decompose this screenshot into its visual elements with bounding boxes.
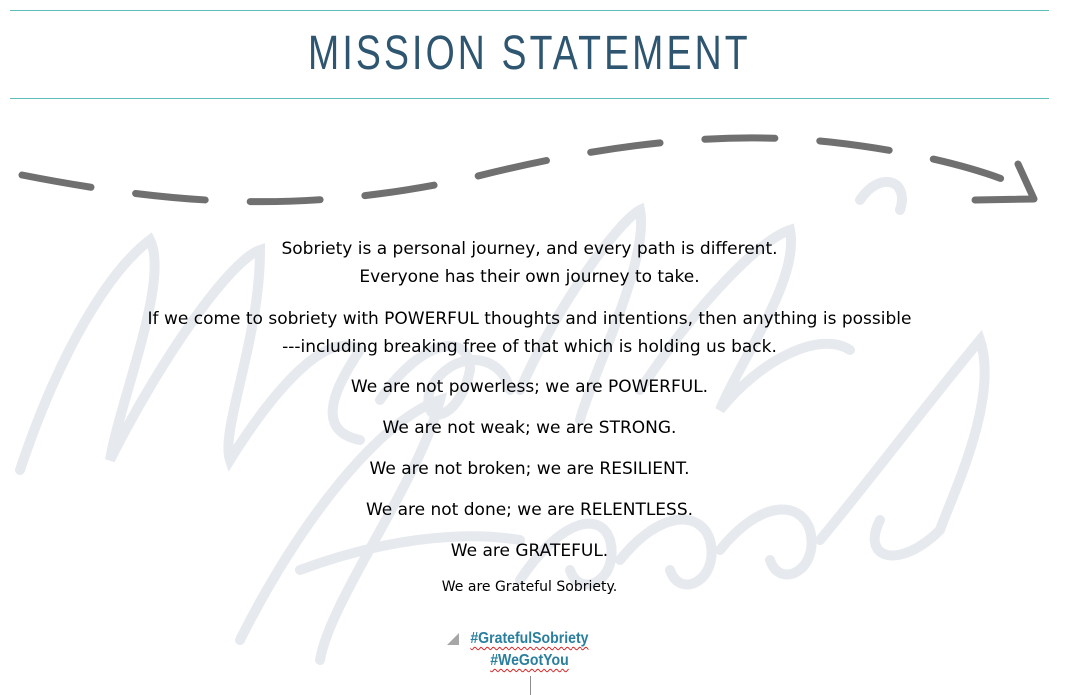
intro-line-1: Sobriety is a personal journey, and every path is different. (281, 239, 778, 259)
closing-line: We are Grateful Sobriety. (441, 579, 618, 595)
powerful-paragraph (0, 305, 1059, 361)
affirmation-powerful: We are not powerless; we are POWERFUL. (350, 377, 709, 397)
bottom-divider (10, 98, 1049, 99)
affirmation-resilient: We are not broken; we are RESILIENT. (369, 459, 690, 479)
powerful-line-2: ---including breaking free of that which is holding us back. (282, 337, 777, 357)
text-cursor (530, 676, 531, 695)
affirmation-grateful: We are GRATEFUL. (450, 541, 609, 561)
dashed-curved-arrow-icon (0, 100, 1079, 220)
affirmation-relentless: We are not done; we are RELENTLESS. (365, 500, 694, 520)
page-title: MISSION STATEMENT (308, 27, 751, 80)
intro-paragraph (0, 235, 1059, 291)
affirmation-strong: We are not weak; we are STRONG. (382, 418, 677, 438)
intro-line-2: Everyone has their own journey to take. (359, 267, 700, 287)
top-divider (10, 10, 1049, 11)
hashtag-grateful-sobriety: #GratefulSobriety (470, 630, 589, 647)
hashtag-we-got-you: #WeGotYou (490, 652, 569, 669)
powerful-line-1: If we come to sobriety with POWERFUL thoughts and intentions, then anything is possible (147, 309, 912, 329)
